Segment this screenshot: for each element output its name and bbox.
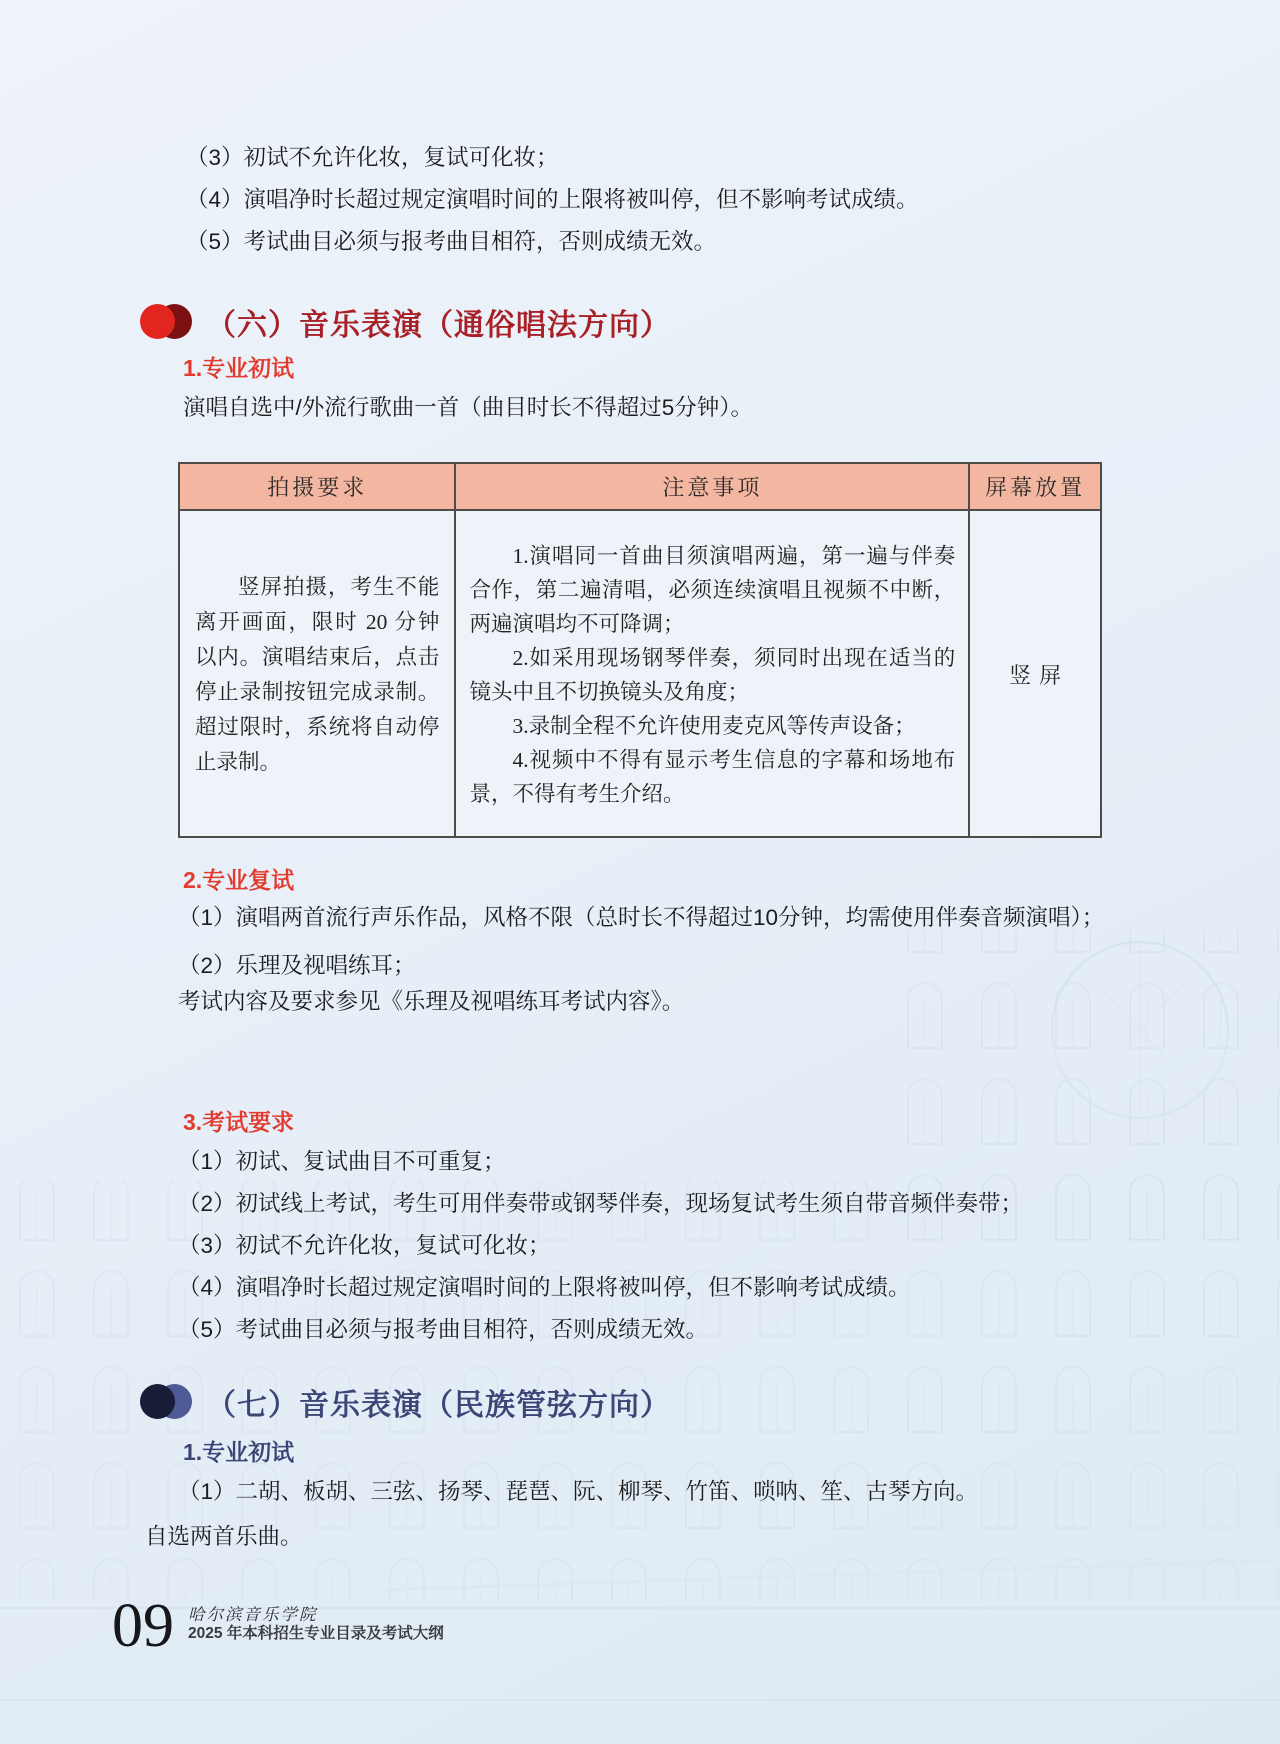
list-item: （1）初试、复试曲目不可重复； [178,1149,506,1174]
shooting-requirements-text: 竖屏拍摄，考生不能离开画面，限时 20 分钟以内。演唱结束后，点击停止录制按钮完成录制。超过限时，系统将自动停止录制。 [195,574,440,774]
shooting-requirements-table [178,462,1102,838]
list-item: （1）二胡、板胡、三弦、扬琴、琵琶、阮、柳琴、竹笛、唢呐、笙、古琴方向。 [178,1479,979,1504]
table-cell-shooting [180,511,456,838]
section-6-requirements-items [145,1146,1153,1346]
list-item: （4）演唱净时长超过规定演唱时间的上限将被叫停，但不影响考试成绩。 [178,1275,911,1300]
section-6-requirements-label: 3.考试要求 [183,1109,295,1135]
list-item: 考试内容及要求参见《乐理及视唱练耳考试内容》。 [178,989,685,1014]
list-item: （5）考试曲目必须与报考曲目相符，否则成绩无效。 [186,229,717,254]
list-item: （4）演唱净时长超过规定演唱时间的上限将被叫停，但不影响考试成绩。 [186,187,919,212]
section-6-retest-label: 2.专业复试 [183,867,295,893]
section-6-title: （六）音乐表演（通俗唱法方向） [206,309,671,342]
section-bullet-icon [140,303,192,341]
note-item: 3.录制全程不允许使用麦克风等传声设备； [512,713,916,738]
bullet-dark-circle [140,1384,175,1419]
section-bullet-icon [140,1383,192,1421]
page-footer [112,1592,444,1660]
footer-text [188,1598,444,1644]
section-7-preliminary-label: 1.专业初试 [183,1439,295,1465]
section-7-preliminary-items [145,1476,1153,1553]
list-item: 自选两首乐曲。 [145,1524,303,1549]
bullet-bright-circle [140,304,175,339]
list-item: （2）初试线上考试，考生可用伴奏带或钢琴伴奏，现场复试考生须自带音频伴奏带； [178,1191,1024,1216]
table-header-shooting: 拍摄要求 [180,464,456,509]
section-7-header [140,1380,671,1424]
school-name: 哈尔滨音乐学院 [188,1605,318,1624]
section-6-retest-items [145,902,1153,1018]
section-6-header [140,300,671,344]
note-item: 1.演唱同一首曲目须演唱两遍，第一遍与伴奏合作，第二遍清唱，必须连续演唱且视频不中断，两遍演唱均不可降调； [469,543,956,636]
note-item: 4.视频中不得有显示考生信息的字幕和场地布景，不得有考生介绍。 [469,747,956,806]
list-item: （3）初试不允许化妆，复试可化妆； [186,145,559,170]
table-header-notes: 注意事项 [456,464,970,509]
page-number: 09 [112,1592,174,1660]
doc-title: 2025 年本科招生专业目录及考试大纲 [188,1625,444,1642]
list-item: （3）初试不允许化妆，复试可化妆； [178,1233,551,1258]
section-6-preliminary-label: 1.专业初试 [183,355,295,381]
table-header-row [180,464,1100,511]
list-item: （2）乐理及视唱练耳； [178,953,416,978]
list-item: （5）考试曲目必须与报考曲目相符，否则成绩无效。 [178,1317,709,1342]
table-header-screen: 屏幕放置 [985,475,1086,500]
list-item: （1）演唱两首流行声乐作品，风格不限（总时长不得超过10分钟，均需使用伴奏音频演唱）； [178,905,1105,930]
section-7-title: （七）音乐表演（民族管弦方向） [206,1389,671,1422]
table-cell-screen-placement: 竖屏 [1009,663,1070,688]
table-cell-notes [456,511,970,838]
intro-list [186,142,1161,268]
section-6-preliminary-description: 演唱自选中/外流行歌曲一首（曲目时长不得超过5分钟）。 [183,395,754,420]
table-body-row [180,511,1100,838]
note-item: 2.如采用现场钢琴伴奏，须同时出现在适当的镜头中且不切换镜头及角度； [469,645,956,704]
